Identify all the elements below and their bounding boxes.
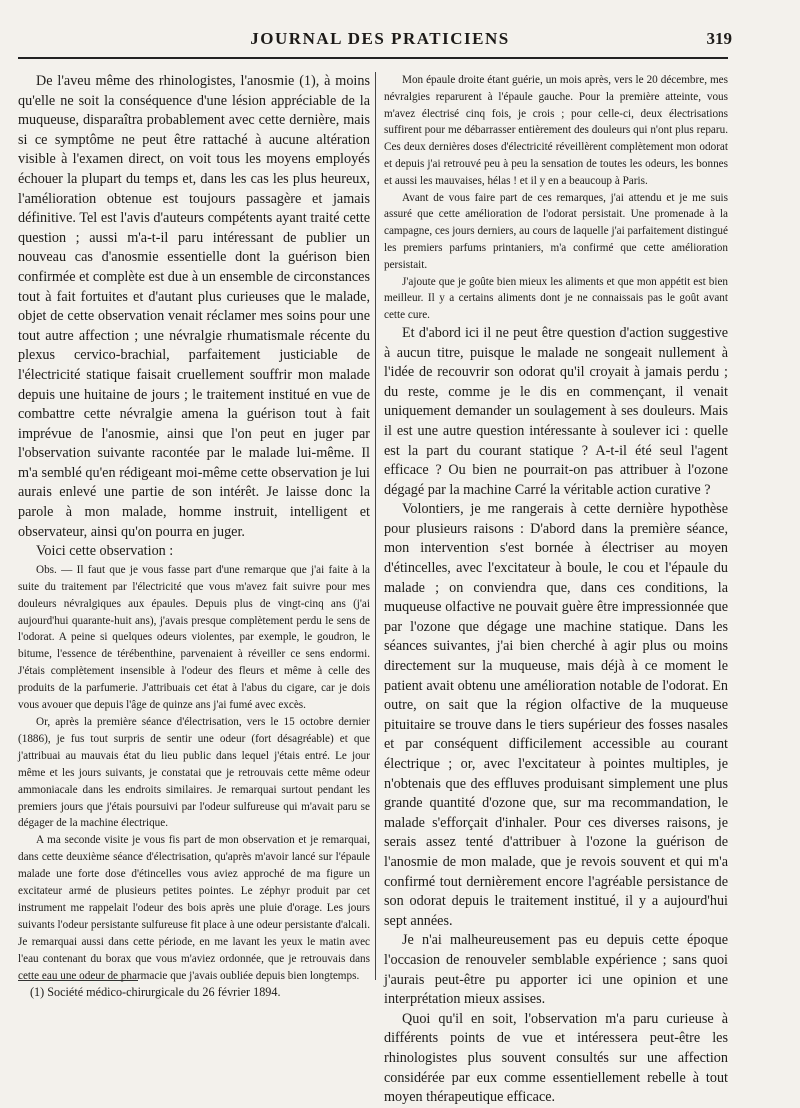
page-header <box>0 26 800 56</box>
observation-paragraph: Or, après la première séance d'électrisation, vers le 15 octobre dernier (1886), je fus tout surpris de sentir une odeur (fort désagréable) et que j'attribuai au mauvais état du lieu public dans lequel j'étais entré. Le jour même et les jours suivants, je constatai que je retrouvais cette même odeur ammoniacale dans les endroits similaires. Je remarquai surtout pendant les premiers jours que j'étais poursuivi par l'odeur sulfureuse qui m'avait paru se dégager de la machine électrique. <box>18 716 370 830</box>
header-rule <box>18 57 728 59</box>
page-number: 319 <box>706 29 732 48</box>
right-column <box>384 72 728 1108</box>
observation-paragraph: J'ajoute que je goûte bien mieux les aliments et que mon appétit est bien meilleur. Il y a certains aliments dont je ne connaissais pas le goût avant cette cure. <box>384 275 728 322</box>
observation-paragraph: Obs. — Il faut que je vous fasse part d'une remarque que j'ai faite à la suite du traitement par l'électricité que vous m'avez fait suivre pour mes douleurs névralgiques aux épaules. Depuis plus de vingt-cinq ans (j'ai aujourd'hui quarante-huit ans), j'avais presque complètement perdu le sens de l'odorat. A peine si quelques odeurs violentes, par exemple, le goudron, le bitume, l'essence de térébenthine, parvenaient à réveiller ce sens endormi. J'étais complètement insensible à l'odeur des fleurs et même à celle des produits de la parfumerie. J'attribuais cet état à l'abus du cigare, car je dois vous avouer que depuis l'âge de quinze ans j'ai fumé avec excès. <box>18 563 370 712</box>
running-title: JOURNAL DES PRATICIENS <box>250 29 510 48</box>
body-paragraph: Volontiers, je me rangerais à cette dernière hypothèse pour plusieurs raisons : D'abord dans la première séance, mon intervention s'est bornée à électriser au moyen d'étincelles, avec l'excitateur à boule, le cou et l'épaule du malade ; on conviendra que, dans ces conditions, la muqueuse olfactive ne pouvait guère être impressionnée que par l'ozone que dégage une machine statique. Dans les séances suivantes, j'ai bien cherché à agir plus ou moins directement sur la muqueuse, mais déjà à ce moment le patient avait obtenu une amélioration notable de l'odorat. En outre, on sait que la région olfactive de la muqueuse pituitaire se trouve dans le tiers supérieur des fosses nasales et par conséquent difficilement accessible au courant électrique ; or, avec l'excitateur à pointes multiples, je n'obtenais que des effluves produisant simplement une plus grande quantité d'ozone que, sur ma recommandation, le malade s'efforçait d'inhaler. Pour ces diverses raisons, je serais assez tenté d'attribuer à l'ozone la guérison de l'anosmie de mon malade, que je revois souvent et qui m'a confirmé tout dernièrement encore l'agréable persistance de son odorat depuis le traitement institué, il y a aujourd'hui sept années. <box>384 501 728 929</box>
left-column <box>18 72 370 985</box>
observation-paragraph: Mon épaule droite étant guérie, un mois après, vers le 20 décembre, mes névralgies reparurent à l'épaule gauche. Pour la première atteinte, vous m'avez électrisé cinq fois, je crois ; pour celle-ci, deux électrisations suffirent pour me débarrasser entièrement des douleurs qui n'ont plus reparu. Ces deux dernières doses d'électricité réveillèrent complètement mon odorat et depuis j'ai retrouvé peu à peu la sensation de toutes les odeurs, les bonnes et aussi les mauvaises, hélas ! et il y en a beaucoup à Paris. <box>384 74 728 187</box>
observation-intro: Voici cette observation : <box>36 543 174 560</box>
column-divider <box>375 72 376 980</box>
body-paragraph: Et d'abord ici il ne peut être question d'action suggestive à aucun titre, puisque le malade ne songeait nullement à l'idée de recouvrir son odorat qu'il croyait à jamais perdu ; du reste, comme je le dis en commençant, il venait uniquement demander un soulagement à ses douleurs. Mais il est une autre question intéressante à soulever ici : quelle est la part du courant statique ? A-t-il été seul l'agent efficace ? Ou bien ne pourrait-on pas attribuer à l'ozone dégagé par la machine Carré la véritable action curative ? <box>384 324 728 498</box>
body-paragraph: Quoi qu'il en soit, l'observation m'a paru curieuse à différents points de vue et intéressera peut-être les rhinologistes plus souvent consultés sur une affection considérée par eux comme essentiellement rebelle à tout moyen thérapeutique efficace. <box>384 1010 728 1106</box>
observation-paragraph: Avant de vous faire part de ces remarques, j'ai attendu et je me suis assuré que cette amélioration de l'odorat persistait. Une promenade à la campagne, ces jours derniers, au cours de laquelle j'ai parfaitement distingué les premiers parfums printaniers, m'a confirmé que cette amélioration persistait. <box>384 191 728 271</box>
footnote-rule <box>18 980 138 981</box>
footnote: (1) Société médico-chirurgicale du 26 février 1894. <box>30 985 281 999</box>
body-paragraph: Je n'ai malheureusement pas eu depuis cette époque l'occasion de renouveler semblable expérience ; sans quoi j'aurais peut-être pu apporter ici une opinion et une interprétation mieux assises. <box>384 932 728 1008</box>
observation-paragraph: A ma seconde visite je vous fis part de mon observation et je remarquai, dans cette deuxième séance d'électrisation, qu'après m'avoir lancé sur l'épaule malade une forte dose d'étincelles vous aviez approché de ma figure un excitateur armé de plusieurs petites pointes. Le zéphyr produit par cet instrument me rappelait l'odeur des bois après une pluie d'orage. Les jours suivants l'odeur persistante sulfureuse fit place à une odeur persistante d'alcali. Je remarquai aussi dans cette période, en me lavant les yeux le matin avec l'eau contenant du borax que vous m'aviez ordonnée, que je retrouvais dans cette eau une odeur de pharmacie que j'avais oubliée depuis bien longtemps. <box>18 834 370 982</box>
intro-paragraph: De l'aveu même des rhinologistes, l'anosmie (1), à moins qu'elle ne soit la conséquence d'une lésion appréciable de la muqueuse, disparaîtra probablement avec cette dernière, mais si ce symptôme ne peut être rattaché à aucune altération visible à l'examen direct, on voit tous les moyens employés échouer la plupart du temps et, dans les cas les plus heureux, l'amélioration obtenue est toujours passagère et jamais définitive. Tel est l'avis d'auteurs compétents ayant traité cette question ; aussi m'a-t-il paru intéressant de publier un nouveau cas d'anosmie essentielle dont la guérison bien confirmée et complète est due à un ensemble de circonstances tout à fait fortuites et d'autant plus curieuses que le malade, objet de cette observation venait réclamer mes soins pour une tout autre affection ; une névralgie rhumatismale récente du plexus cervico-brachial, parfaitement justiciable de l'électricité statique faisait cruellement souffrir mon malade depuis une huitaine de jours ; le traitement institué en vue de combattre cette névralgie amena la guérison tout à fait imprévue de l'anosmie, ainsi que l'on peut en juger par l'observation suivante racontée par le malade lui-même. Il m'a semblé qu'en rédigeant moi-même cette observation je lui aurais enlevé une partie de son intérêt. Je laisse donc la parole à mon malade, homme instruit, intelligent et observateur, ainsi qu'on pourra en juger. <box>18 73 370 540</box>
